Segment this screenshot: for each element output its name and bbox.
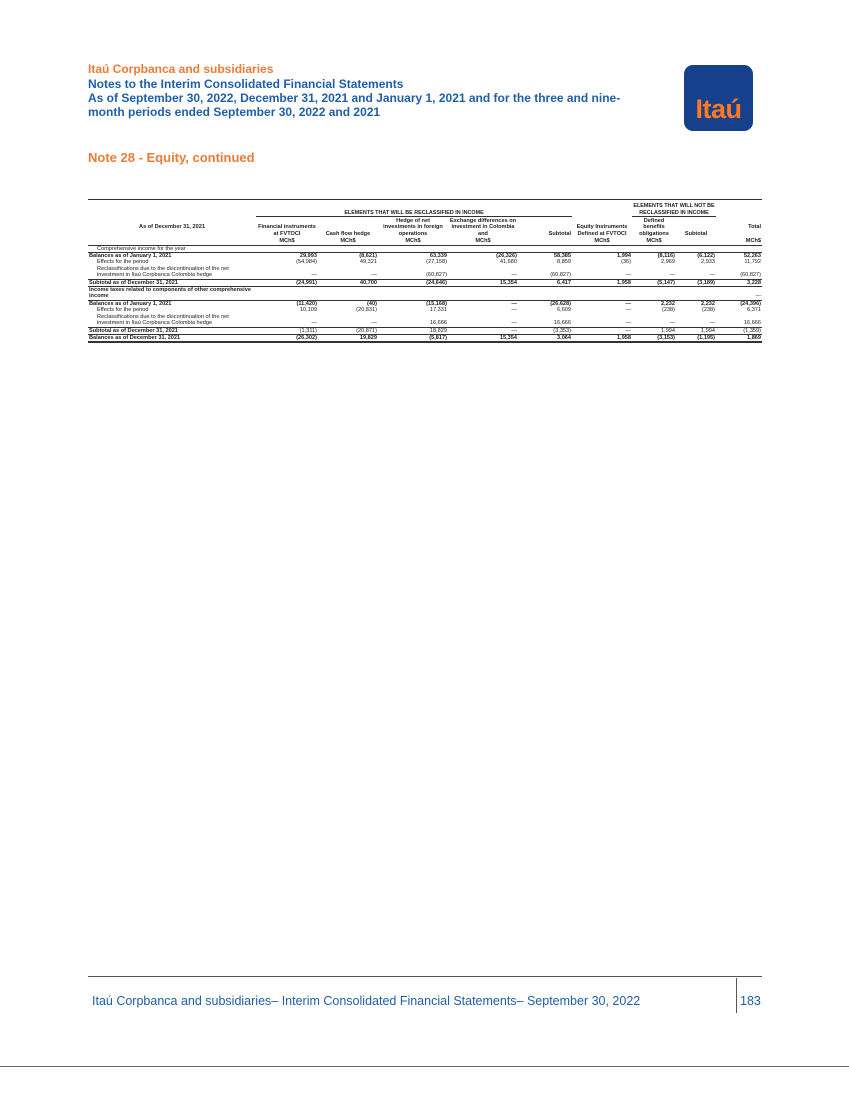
table-row (88, 253, 762, 260)
table-cell (676, 245, 716, 252)
table-cell: (11,420) (296, 300, 317, 307)
table-row (88, 327, 762, 334)
unit-cell: MCh$ (448, 238, 518, 245)
column-header: Total (748, 224, 762, 231)
page-bottom-rule (0, 1066, 849, 1067)
table-cell: 1,994 (632, 327, 676, 334)
table-row (88, 334, 762, 342)
row-label: Reclassifications due to the discontinuation of the net investment in Itaú Corpbanca Colombia hedge (97, 265, 229, 279)
table-cell: (60,827) (550, 272, 572, 279)
report-period-line-2: month periods ended September 30, 2022 and 2021 (88, 105, 381, 119)
table-row (88, 287, 762, 301)
unit-cell: MCh$ (716, 238, 762, 245)
table-cell: (6,122) (697, 253, 716, 260)
table-cell: 52,263 (743, 253, 762, 260)
table-cell: 41,680 (499, 259, 517, 266)
table-cell: (40) (367, 300, 377, 307)
table-cell: — (625, 300, 632, 307)
table-cell: — (709, 272, 716, 279)
table-cell (318, 287, 378, 301)
table-cell: (8,116) (657, 253, 676, 260)
table-cell: — (625, 320, 632, 327)
unit-cell: MCh$ (378, 238, 448, 245)
column-header: Hedge of net investments in foreign operations (383, 218, 443, 237)
table-cell: 1,869 (716, 334, 762, 342)
table-cell: (3,353) (518, 327, 572, 334)
table-cell: — (511, 300, 517, 307)
table-cell: 2,933 (701, 259, 716, 266)
table-cell: 11,792 (744, 259, 762, 266)
row-label: Reclassifications due to the discontinuation of the net investment in Itaú Corpbanca Colombia hedge (97, 313, 229, 327)
table-cell: 8,859 (557, 259, 572, 266)
table-cell: (238) (661, 307, 676, 314)
column-header: Financial instruments at FVTOCI (258, 224, 316, 237)
table-cell: — (511, 272, 517, 279)
page-number: 183 (740, 994, 761, 1008)
row-label: Income taxes related to components of other comprehensive income (88, 287, 256, 301)
table-cell: — (669, 272, 676, 279)
table-cell: — (448, 327, 518, 334)
table-cell: 40,700 (318, 279, 378, 286)
table-cell: (1,311) (256, 327, 318, 334)
table-cell: 3,228 (716, 279, 762, 286)
table-cell: — (625, 307, 632, 314)
table-cell (518, 287, 572, 301)
table-cell: (24,396) (740, 300, 762, 307)
table-cell: (24,991) (256, 279, 318, 286)
table-cell: 10,109 (299, 307, 317, 314)
table-cell: — (669, 320, 676, 327)
table-cell: 15,354 (448, 334, 518, 342)
table-cell: 15,354 (448, 279, 518, 286)
table-cell: 18,829 (378, 327, 448, 334)
column-header: Equity Instruments Defined at FVTOCI (576, 224, 628, 237)
table-cell (378, 245, 448, 252)
row-label: Effects for the period (97, 307, 149, 314)
table-cell: 16,666 (553, 320, 572, 327)
footer-separator (736, 978, 737, 1013)
table-cell: 6,371 (747, 307, 762, 314)
report-period-line-1: As of September 30, 2022, December 31, 2021 and January 1, 2021 and for the three and nine- (88, 91, 621, 105)
group-reclassified: ELEMENTS THAT WILL BE RECLASSIFIED IN INCOME (256, 200, 572, 217)
table-cell: 3,064 (518, 334, 572, 342)
table-cell: (36) (621, 259, 632, 266)
row-label: Subtotal as of December 31, 2021 (88, 279, 256, 286)
equity-table-wrapper (88, 199, 762, 343)
table-cell: — (311, 272, 317, 279)
table-cell (448, 287, 518, 301)
table-cell: — (716, 287, 762, 301)
table-cell: — (371, 320, 377, 327)
table-cell (716, 245, 762, 252)
report-title: Notes to the Interim Consolidated Financial Statements (88, 77, 404, 91)
row-label: Effects for the period (97, 259, 149, 266)
table-cell: 16,666 (429, 320, 447, 327)
unit-cell: MCh$ (256, 238, 318, 245)
table-cell: (5,817) (378, 334, 448, 342)
table-cell: (5,147) (632, 279, 676, 286)
table-cell: 58,385 (553, 253, 572, 260)
table-row (88, 279, 762, 286)
unit-cell: MCh$ (632, 238, 676, 245)
table-cell: — (371, 272, 377, 279)
table-cell: 17,331 (429, 307, 447, 314)
table-cell: 2,232 (661, 300, 676, 307)
table-cell: 19,829 (318, 334, 378, 342)
table-cell: 1,994 (617, 253, 632, 260)
column-header: Cash flow hedge (325, 230, 371, 237)
table-cell: — (572, 327, 632, 334)
table-row (88, 266, 762, 279)
table-cell (448, 245, 518, 252)
table-cell: (26,628) (550, 300, 572, 307)
table-cell (632, 287, 676, 301)
table-cell: (1,359) (716, 327, 762, 334)
table-cell (256, 245, 318, 252)
footer-divider (88, 976, 762, 977)
report-header (88, 62, 658, 119)
table-cell: — (709, 320, 716, 327)
table-cell: (1,195) (676, 334, 716, 342)
column-header: Exchange differences on investment in Colombia and (449, 218, 517, 237)
table-cell: 2,232 (701, 300, 716, 307)
table-cell (572, 287, 632, 301)
table-cell (676, 287, 716, 301)
column-header: Defined benefits obligations (639, 218, 669, 237)
table-cell: (24,646) (378, 279, 448, 286)
table-cell: 1,958 (572, 334, 632, 342)
table-cell (632, 245, 676, 252)
company-name: Itaú Corpbanca and subsidiaries (88, 62, 274, 76)
table-cell: (27,158) (426, 259, 447, 266)
table-cell: 1,958 (572, 279, 632, 286)
table-cell: 6,417 (518, 279, 572, 286)
table-cell: — (311, 320, 317, 327)
unit-cell: MCh$ (572, 238, 632, 245)
table-cell: 29,993 (299, 253, 317, 260)
corner-label: As of December 31, 2021 (139, 224, 205, 231)
unit-cell (518, 238, 572, 245)
table-cell: (238) (701, 307, 716, 314)
row-label: Subtotal as of December 31, 2021 (88, 327, 256, 334)
table-cell: 2,969 (661, 259, 676, 266)
row-label: Balances as of January 1, 2021 (89, 300, 172, 307)
equity-table (88, 199, 762, 343)
table-cell: (26,326) (496, 253, 517, 260)
table-cell: 6,609 (557, 307, 572, 314)
units-row (88, 238, 762, 245)
unit-cell (676, 238, 716, 245)
column-header-row (88, 217, 762, 239)
table-cell: (20,871) (318, 327, 378, 334)
row-label: Balances as of January 1, 2021 (89, 253, 172, 260)
table-row (88, 314, 762, 327)
table-cell (318, 245, 378, 252)
table-row (88, 245, 762, 252)
table-cell: 16,666 (743, 320, 762, 327)
table-cell (256, 287, 318, 301)
table-cell: — (511, 307, 517, 314)
table-cell: (8,621) (359, 253, 377, 260)
column-header: Subtotal (684, 230, 708, 237)
table-cell: (26,302) (256, 334, 318, 342)
table-cell: (60,827) (740, 272, 762, 279)
group-header-row (88, 200, 762, 217)
table-cell (378, 287, 448, 301)
unit-cell: MCh$ (318, 238, 378, 245)
group-not-reclassified: ELEMENTS THAT WILL NOT BE RECLASSIFIED IN INCOME (632, 200, 716, 217)
column-header: Subtotal (548, 230, 572, 237)
table-cell: (20,831) (356, 307, 377, 314)
table-cell (572, 245, 632, 252)
table-cell: 49,321 (359, 259, 377, 266)
row-label: Balances as of December 31, 2021 (88, 334, 256, 342)
table-cell: (60,827) (426, 272, 447, 279)
itau-logo (684, 65, 753, 131)
table-cell: — (625, 272, 632, 279)
table-cell: (15,168) (426, 300, 447, 307)
table-cell: 63,339 (429, 253, 447, 260)
table-cell: 1,994 (676, 327, 716, 334)
table-cell: (3,153) (632, 334, 676, 342)
table-cell (518, 245, 572, 252)
logo-text: Itaú (695, 94, 742, 124)
note-title: Note 28 - Equity, continued (88, 150, 255, 165)
footer-text: Itaú Corpbanca and subsidiaries– Interim Consolidated Financial Statements– September 30, 2022 (92, 994, 641, 1008)
table-cell: — (511, 320, 517, 327)
table-cell: (3,189) (676, 279, 716, 286)
table-cell: (54,984) (296, 259, 317, 266)
row-label: Comprehensive income for the year (88, 245, 256, 252)
table-row (88, 300, 762, 307)
